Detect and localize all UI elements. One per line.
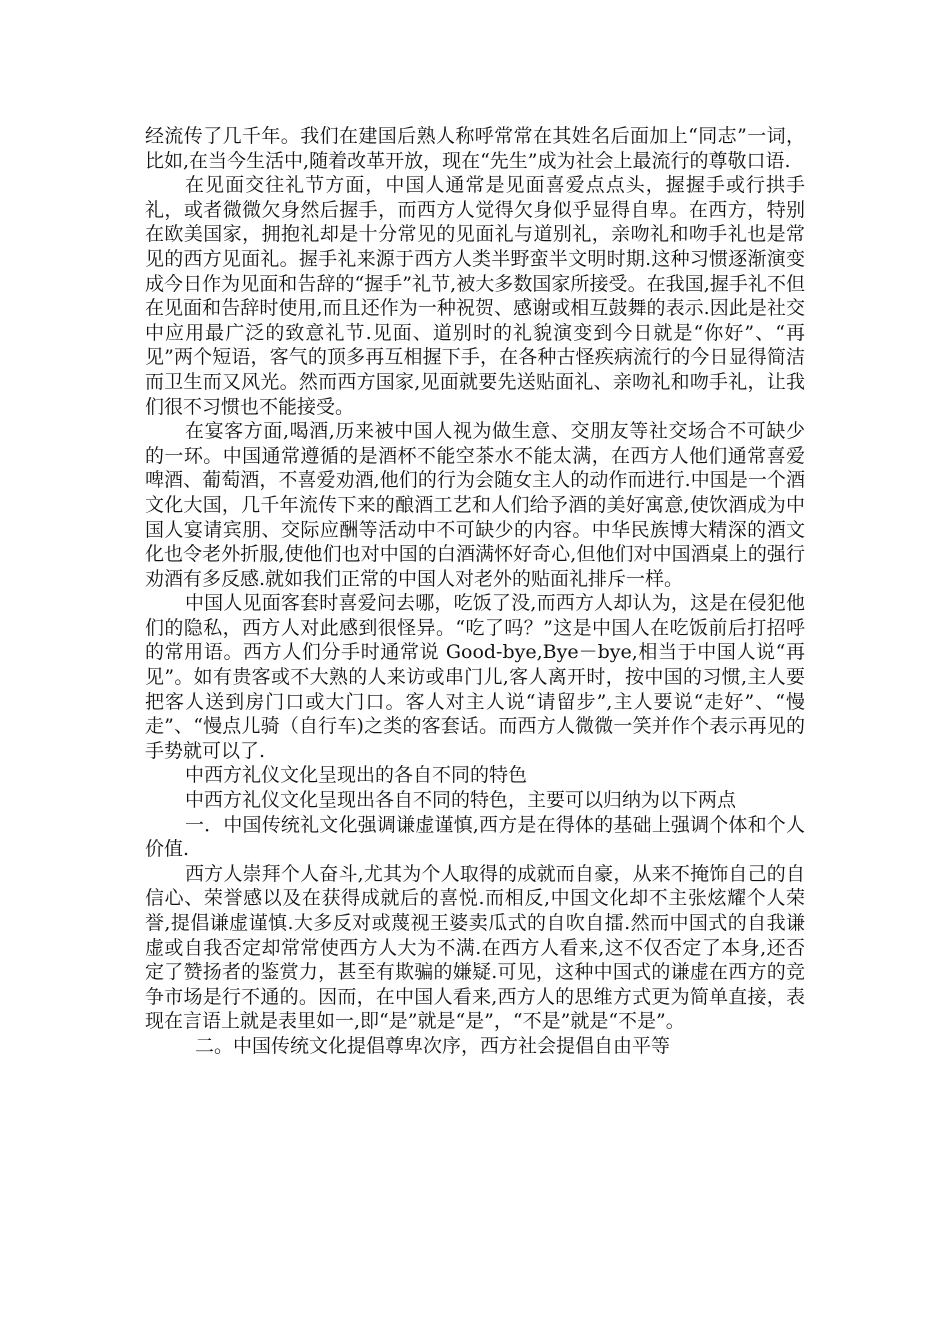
paragraph-greeting-etiquette: 在见面交往礼节方面，中国人通常是见面喜爱点点头，握握手或行拱手礼，或者微微欠身然后握手，而西方人觉得欠身似乎显得自卑。在西方，特别在欧美国家，拥抱礼却是十分常见的见面礼与道别礼，亲吻礼和吻手礼也是常见的西方见面礼。握手礼来源于西方人类半野蛮半文明时期.这种习惯逐渐演变成今日作为见面和告辞的“握手”礼节,被大多数国家所接受。在我国,握手礼不但在见面和告辞时使用,而且还作为一种祝贺、感谢或相互鼓舞的表示.因此是社交中应用最广泛的致意礼节.见面、道别时的礼貌演变到今日就是“你好”、“再见”两个短语，客气的顶多再互相握下手，在各种古怪疾病流行的今日显得简洁而卫生而又风光。然而西方国家,见面就要先送贴面礼、亲吻礼和吻手礼，让我们很不习惯也不能接受。	[145, 174, 805, 418]
paragraph-modesty-vs-individualism: 西方人崇拜个人奋斗,尤其为个人取得的成就而自豪，从来不掩饰自己的自信心、荣誉感以及在获得成就后的喜悦.而相反,中国文化却不主张炫耀个人荣誉,提倡谦虚谨慎.大多反对或蔑视王婆卖瓜式的自吹自擂.然而中国式的自我谦虚或自我否定却常常使西方人大为不满.在西方人看来,这不仅否定了本身,还否定了赞扬者的鉴赏力，甚至有欺骗的嫌疑.可见，这种中国式的谦虚在西方的竞争市场是行不通的。因而，在中国人看来,西方人的思维方式更为简单直接，表现在言语上就是表里如一,即“是”就是“是”，“不是”就是“不是”。	[145, 862, 805, 1033]
paragraph-summary-intro: 中西方礼仪文化呈现出各自不同的特色，主要可以归纳为以下两点	[185, 789, 737, 812]
document-page	[145, 124, 805, 1059]
section-heading: 中西方礼仪文化呈现出的各自不同的特色	[185, 764, 528, 787]
point-one-heading: 一．中国传统礼文化强调谦虚谨慎,西方是在得体的基础上强调个体和个人价值.	[145, 813, 805, 861]
paragraph-courtesy-phrases: 中国人见面客套时喜爱问去哪，吃饭了没,而西方人却认为，这是在侵犯他们的隐私，西方人对此感到很怪异。“吃了吗？”这是中国人在吃饭前后打招呼的常用语。西方人们分手时通常说 Good-bye,Bye－bye,相当于中国人说“再见”。如有贵客或不大熟的人来访或串门儿,客人离开时，按中国的习惯,主人要把客人送到房门口或大门口。客人对主人说“请留步”,主人要说“走好”、“慢走”、“慢点儿骑（自行车)之类的客套话。而西方人微微一笑并作个表示再见的手势就可以了.	[145, 592, 805, 762]
paragraph-banquet-etiquette: 在宴客方面,喝酒,历来被中国人视为做生意、交朋友等社交场合不可缺少的一环。中国通常遵循的是酒杯不能空茶水不能太满，在西方人他们通常喜爱啤酒、葡萄酒，不喜爱劝酒,他们的行为会随女主人的动作而进行.中国是一个酒文化大国，几千年流传下来的酿酒工艺和人们给予酒的美好寓意,使饮酒成为中国人宴请宾朋、交际应酬等活动中不可缺少的内容。中华民族博大精深的酒文化也令老外折服,使他们也对中国的白酒满怀好奇心,但他们对中国酒桌上的强行劝酒有多反感.就如我们正常的中国人对老外的贴面礼排斥一样。	[145, 420, 805, 590]
paragraph-forms-of-address: 经流传了几千年。我们在建国后熟人称呼常常在其姓名后面加上“同志”一词，比如,在当今生活中,随着改革开放，现在“先生”成为社会上最流行的尊敬口语.	[145, 125, 805, 172]
point-two-heading: 二。中国传统文化提倡尊卑次序，西方社会提倡自由平等	[195, 1034, 671, 1057]
